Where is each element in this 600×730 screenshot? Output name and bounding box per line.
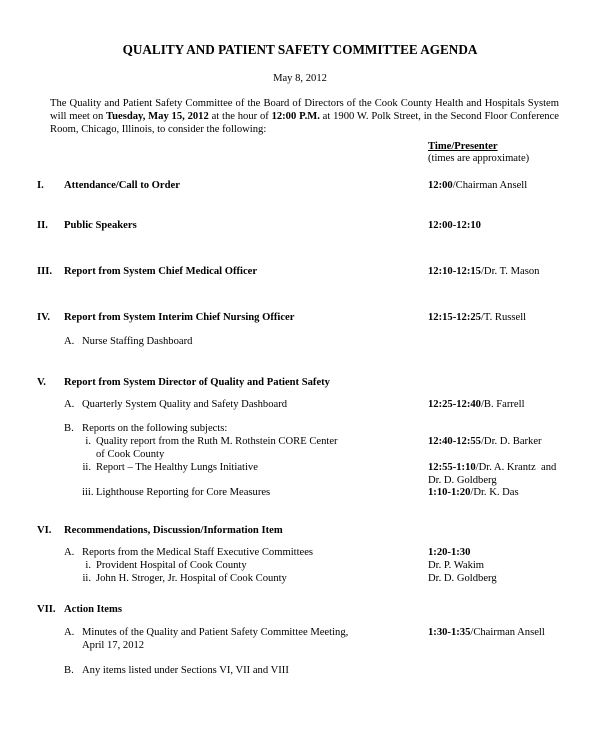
presenter: /Chairman Ansell <box>470 627 545 638</box>
section-title: Report from System Chief Medical Officer <box>64 266 258 277</box>
roman-numeral: i. <box>85 560 91 571</box>
subitem-time-presenter <box>428 461 556 474</box>
subitem-text: Quality report from the Ruth M. Rothstein CORE Center <box>96 436 338 447</box>
subitem-text: Report – The Healthy Lungs Initiative <box>96 462 258 473</box>
subitem-letter: A. <box>64 336 75 347</box>
presenter: /B. Farrell <box>480 399 525 410</box>
subitem-text: Reports on the following subjects: <box>82 423 228 434</box>
presenter: /T. Russell <box>480 312 527 323</box>
section-title: Recommendations, Discussion/Information Item <box>64 525 283 536</box>
subitem-text: Quarterly System Quality and Safety Dashboard <box>82 399 288 410</box>
section-title: Action Items <box>64 604 122 615</box>
time: 12:15-12:25 <box>428 312 481 323</box>
subitem-letter: B. <box>64 423 74 434</box>
subitem-time-presenter <box>428 546 470 559</box>
section-number: III. <box>37 266 53 277</box>
time: 12:10-12:15 <box>428 266 481 277</box>
document-title: QUALITY AND PATIENT SAFETY COMMITTEE AGENDA <box>122 42 478 57</box>
subitem-text: Provident Hospital of Cook County <box>96 560 247 571</box>
presenter: /Dr. A. Krantz and <box>475 462 557 473</box>
section-title: Report from System Interim Chief Nursing Officer <box>64 312 295 323</box>
section-number: I. <box>37 180 44 191</box>
presenter: /Dr. K. Das <box>470 487 519 498</box>
section-time-presenter <box>428 179 527 192</box>
section-title: Report from System Director of Quality and Patient Safety <box>64 377 330 388</box>
subitem-letter: B. <box>64 665 74 676</box>
subitem-text: Reports from the Medical Staff Executive Committees <box>82 547 314 558</box>
subitem-text: Minutes of the Quality and Patient Safety Committee Meeting, <box>82 627 349 638</box>
roman-numeral: ii. <box>82 573 91 584</box>
section-number: II. <box>37 220 48 231</box>
roman-numeral: ii. <box>82 462 91 473</box>
document-date: May 8, 2012 <box>273 73 327 84</box>
subitem-text: Lighthouse Reporting for Core Measures <box>96 487 271 498</box>
section-number: VI. <box>37 525 52 536</box>
subitem-time-presenter <box>428 626 545 639</box>
roman-numeral: iii. <box>82 487 94 498</box>
time: 12:40-12:55 <box>428 436 481 447</box>
meeting-time: 12:00 P.M. <box>271 111 320 122</box>
section-number: V. <box>37 377 46 388</box>
subitem-time-presenter <box>428 486 519 499</box>
section-title: Public Speakers <box>64 220 137 231</box>
subitem-text: John H. Stroger, Jr. Hospital of Cook County <box>96 573 287 584</box>
intro-text-1: The Quality and Patient Safety Committee of the Board of Directors of the Cook County Health and Hospitals System will meet on <box>50 98 559 122</box>
subitem-letter: A. <box>64 627 75 638</box>
subitem-time-presenter <box>428 398 525 411</box>
time: 12:00-12:10 <box>428 220 481 231</box>
intro-text-3: at 1900 W. Polk Street, in the Second Floor Conference Room, Chicago, Illinois, to consider the following: <box>50 111 560 135</box>
subitem-text: Nurse Staffing Dashboard <box>82 336 193 347</box>
subitem-letter: A. <box>64 399 75 410</box>
subitem-text-continued: of Cook County <box>96 449 165 460</box>
subitem-text-continued: April 17, 2012 <box>82 640 145 651</box>
intro-text-2: at the hour of <box>208 111 272 122</box>
presenter: /Chairman Ansell <box>452 180 528 191</box>
subitem-time-presenter <box>428 435 542 448</box>
presenter: Dr. P. Wakim <box>428 560 485 571</box>
subitem-letter: A. <box>64 547 75 558</box>
time: 1:10-1:20 <box>428 487 471 498</box>
section-number: VII. <box>37 604 56 615</box>
section-number: IV. <box>37 312 51 323</box>
section-time-presenter <box>428 265 539 278</box>
time: 12:55-1:10 <box>428 462 476 473</box>
time: 12:25-12:40 <box>428 399 481 410</box>
presenter: /Dr. D. Barker <box>480 436 542 447</box>
presenter: Dr. D. Goldberg <box>428 573 497 584</box>
presenter-continued: Dr. D. Goldberg <box>428 475 497 486</box>
time-note: (times are approximate) <box>428 153 530 164</box>
presenter: /Dr. T. Mason <box>480 266 540 277</box>
subitem-text: Any items listed under Sections VI, VII and VIII <box>82 665 289 676</box>
section-time-presenter <box>428 311 526 324</box>
meeting-date: Tuesday, May 15, 2012 <box>106 111 209 122</box>
time: 12:00 <box>428 180 453 191</box>
intro-paragraph <box>50 97 559 136</box>
roman-numeral: i. <box>85 436 91 447</box>
time-presenter-header: Time/Presenter <box>428 141 498 152</box>
section-time-presenter <box>428 219 481 232</box>
section-title: Attendance/Call to Order <box>64 180 180 191</box>
time: 1:30-1:35 <box>428 627 471 638</box>
time: 1:20-1:30 <box>428 547 471 558</box>
